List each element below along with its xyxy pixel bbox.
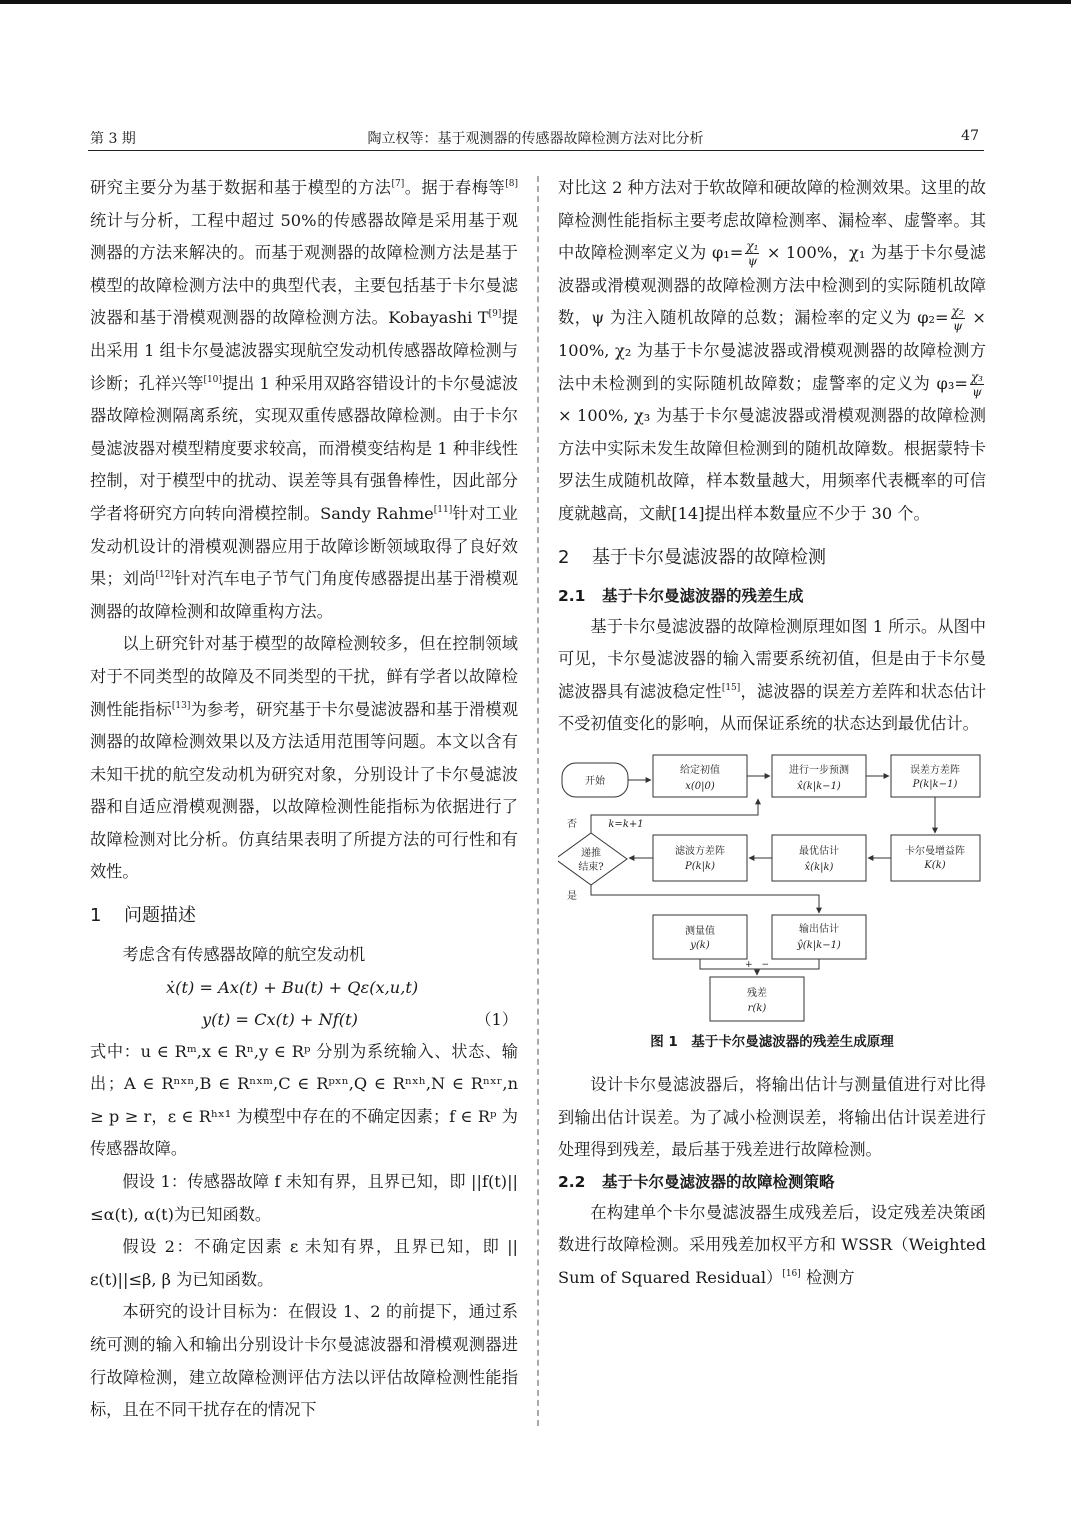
paragraph-motivation: 以上研究针对基于模型的故障检测较多，但在控制领域对于不同类型的故障及不同类型的干扰，鲜有学者以故障检测性能指标[13]为参考，研究基于卡尔曼滤波器和基于滑模观测器的故障检测效果以及方法适用范围等问题。本文以含有未知干扰的航空发动机为研究对象，分别设计了卡尔曼滤波器和自适应滑模观测器，以故障检测性能指标为依据进行了故障检测对比分析。仿真结果表明了所提方法的可行性和有效性。 — [90, 634, 519, 882]
equation-output: y(t) = Cx(t) + Nf(t) （1） — [90, 1004, 518, 1036]
section-1-heading: 1 问题描述 — [90, 905, 196, 927]
step-label: k=k+1 — [608, 818, 644, 830]
optimal-est-box — [772, 835, 866, 881]
measurement-value: y(k) — [690, 939, 710, 951]
figure-1-flowchart — [558, 749, 986, 1029]
output-est-box — [772, 915, 866, 959]
fraction-detection-rate: $\frac{\text{χ₁}}{\psi}$ — [746, 239, 759, 269]
paragraph-metrics: 对比这 2 种方法对于软故障和硬故障的检测效果。这里的故障检测性能指标主要考虑故障检测率、漏检率、虚警率。其中故障检测率定义为 φ₁= $\frac{\text{χ₁}}{\psi}$ × 100%，χ₁ 为基于卡尔曼滤波器或滑模观测器的故障检测方法中检测到的实际随机故障数，ψ 为注入随机故障的总数；漏检率的定义为 φ₂= $\frac{\text{χ₂}}{\psi}$ × 100%, χ₂ 为基于卡尔曼滤波器或滑模观测器的故障检测方法中未检测到的实际随机故障数；虚警率的定义为 φ₃= $\frac{\text{χ₃}}{\psi}$ × 100%, χ₃ 为基于卡尔曼滤波器或滑模观测器的故障检测方法中实际未发生故障但检测到的随机故障数。根据蒙特卡罗法生成随机故障，样本数量越大，用频率代表概率的可信度就越高，文献[14]提出样本数量应不少于 30 个。 — [558, 178, 986, 523]
residual-label: 残差 — [747, 987, 767, 999]
subsection-2-2-heading: 2.2 基于卡尔曼滤波器的故障检测策略 — [558, 1172, 835, 1191]
paragraph-residual-processing: 设计卡尔曼滤波器后，将输出估计与测量值进行对比得到输出估计误差。为了减小检测误差，将输出估计误差进行处理得到残差，最后基于残差进行故障检测。 — [558, 1074, 986, 1160]
init-label: 给定初值 — [680, 764, 720, 776]
predict-value: x̂(k|k−1) — [797, 780, 841, 792]
filter-cov-box — [653, 835, 747, 881]
decision-label-1: 递推 — [581, 847, 601, 859]
fraction-false-alarm-rate: $\frac{\text{χ₃}}{\psi}$ — [970, 369, 983, 399]
decision-label-2: 结束? — [578, 861, 604, 873]
error-cov-label: 误差方差阵 — [910, 764, 960, 776]
ref-12: [12] — [155, 570, 175, 581]
fraction-miss-rate: $\frac{\text{χ₂}}{\psi}$ — [951, 304, 964, 334]
figure-1-caption: 图 1 基于卡尔曼滤波器的残差生成原理 — [650, 1033, 894, 1050]
decision-diamond — [558, 833, 627, 885]
arrow-yes-output — [591, 885, 819, 913]
error-cov-value: P(k|k−1) — [912, 778, 958, 790]
equation-number: （1） — [475, 1009, 518, 1029]
running-title: 陶立权等：基于观测器的传感器故障检测方法对比分析 — [367, 131, 704, 147]
filter-cov-label: 滤波方差阵 — [675, 845, 725, 857]
output-est-label: 输出估计 — [799, 923, 839, 935]
assumption-2: 假设 2：不确定因素 ε 未知有界，且界已知，即 ||ε(t)||≤β, β 为已知函数。 — [90, 1237, 518, 1289]
optimal-est-label: 最优估计 — [799, 845, 839, 857]
paragraph-detection-strategy: 在构建单个卡尔曼滤波器生成残差后，设定残差决策函数进行故障检测。采用残差加权平方和 WSSR（Weighted Sum of Squared Residual）[16] 检测方 — [558, 1202, 986, 1287]
start-label: 开始 — [585, 775, 605, 787]
journal-issue: 第 3 期 — [90, 131, 136, 147]
paragraph-objective: 本研究的设计目标为：在假设 1、2 的前提下，通过系统可测的输入和输出分别设计卡尔曼滤波器和滑模观测器进行故障检测，建立故障检测评估方法以评估故障检测性能指标，且在不同干扰存在的情况下 — [90, 1302, 518, 1420]
predict-label: 进行一步预测 — [789, 764, 849, 776]
paragraph-model-intro: 考虑含有传感器故障的航空发动机 — [122, 945, 366, 965]
equation-state: ẋ(t) = Ax(t) + Bu(t) + Qε(x,u,t) — [166, 977, 419, 997]
ref-9: [9] — [488, 309, 502, 320]
no-label: 否 — [567, 818, 577, 830]
init-value: x(0|0) — [685, 780, 715, 792]
filter-cov-value: P(k|k) — [684, 860, 716, 872]
ref-16: [16] — [782, 1268, 801, 1279]
paragraph-notation: 式中：u ∈ Rᵐ,x ∈ Rⁿ,y ∈ Rᵖ 分别为系统输入、状态、输出；A ∈ Rⁿˣⁿ,B ∈ Rⁿˣᵐ,C ∈ Rᵖˣⁿ,Q ∈ Rⁿˣʰ,N ∈ Rⁿˣʳ,n ≥ p ≥ r，ε ∈ Rʰˣ¹ 为模型中存在的不确定因素；f ∈ Rᵖ 为传感器故障。 — [90, 1041, 518, 1159]
column-divider — [537, 176, 539, 1426]
top-border — [0, 0, 1071, 4]
paragraph-residual-generation: 基于卡尔曼滤波器的故障检测原理如图 1 所示。从图中可见，卡尔曼滤波器的输入需要系统初值，但是由于卡尔曼滤波器具有滤波稳定性[15]，滤波器的误差方差阵和状态估计不受初值变化的影响，从而保证系统的状态达到最优估计。 — [558, 616, 987, 734]
ref-15: [15] — [721, 682, 741, 693]
header-rule — [88, 150, 984, 151]
output-est-value: ŷ(k|k−1) — [797, 939, 841, 951]
subsection-2-1-heading: 2.1 基于卡尔曼滤波器的残差生成 — [558, 586, 804, 605]
measurement-box — [653, 915, 747, 959]
ref-7: [7] — [391, 179, 405, 189]
ref-11: [11] — [433, 504, 453, 515]
section-2-heading: 2 基于卡尔曼滤波器的故障检测 — [558, 546, 826, 568]
measurement-label: 测量值 — [685, 925, 715, 937]
page-number: 47 — [961, 128, 979, 144]
error-cov-box — [891, 755, 980, 797]
assumption-1: 假设 1：传感器故障 f 未知有界，且界已知，即 ||f(t)||≤α(t), α(t)为已知函数。 — [90, 1172, 518, 1224]
ref-8: [8] — [505, 179, 519, 189]
paragraph-intro: 研究主要分为基于数据和基于模型的方法[7]。据于春梅等[8]统计与分析，工程中超过 50%的传感器故障是采用基于观测器的方法来解决的。而基于观测器的故障检测方法是基于模型的故障检测方法中的典型代表，主要包括基于卡尔曼滤波器和基于滑模观测器的故障检测方法。Kobayashi T[9]提出采用 1 组卡尔曼滤波器实现航空发动机传感器故障检测与诊断；孔祥兴等[10]提出 1 种采用双路容错设计的卡尔曼滤波器故障检测隔离系统，实现双重传感器故障检测。由于卡尔曼滤波器对模型精度要求较高，而滑模变结构是 1 种非线性控制，对于模型中的扰动、误差等具有强鲁棒性，因此部分学者将研究方向转向滑模控制。Sandy Rahme[11]针对工业发动机设计的滑模观测器应用于故障诊断领域取得了良好效果；刘尚[12]针对汽车电子节气门角度传感器提出基于滑模观测器的故障检测和故障重构方法。 — [90, 178, 519, 621]
kalman-gain-label: 卡尔曼增益阵 — [905, 845, 965, 857]
left-column — [90, 172, 518, 1427]
kalman-gain-box — [891, 835, 980, 881]
yes-label: 是 — [567, 890, 577, 902]
residual-value: r(k) — [747, 1002, 767, 1014]
kalman-gain-value: K(k) — [924, 859, 946, 871]
residual-box — [710, 977, 804, 1021]
right-column — [558, 172, 986, 1294]
sum-signs: + − — [744, 959, 770, 970]
optimal-est-value: x̂(k|k) — [804, 861, 834, 873]
ref-13: [13] — [171, 700, 191, 711]
ref-10: [10] — [203, 374, 222, 385]
